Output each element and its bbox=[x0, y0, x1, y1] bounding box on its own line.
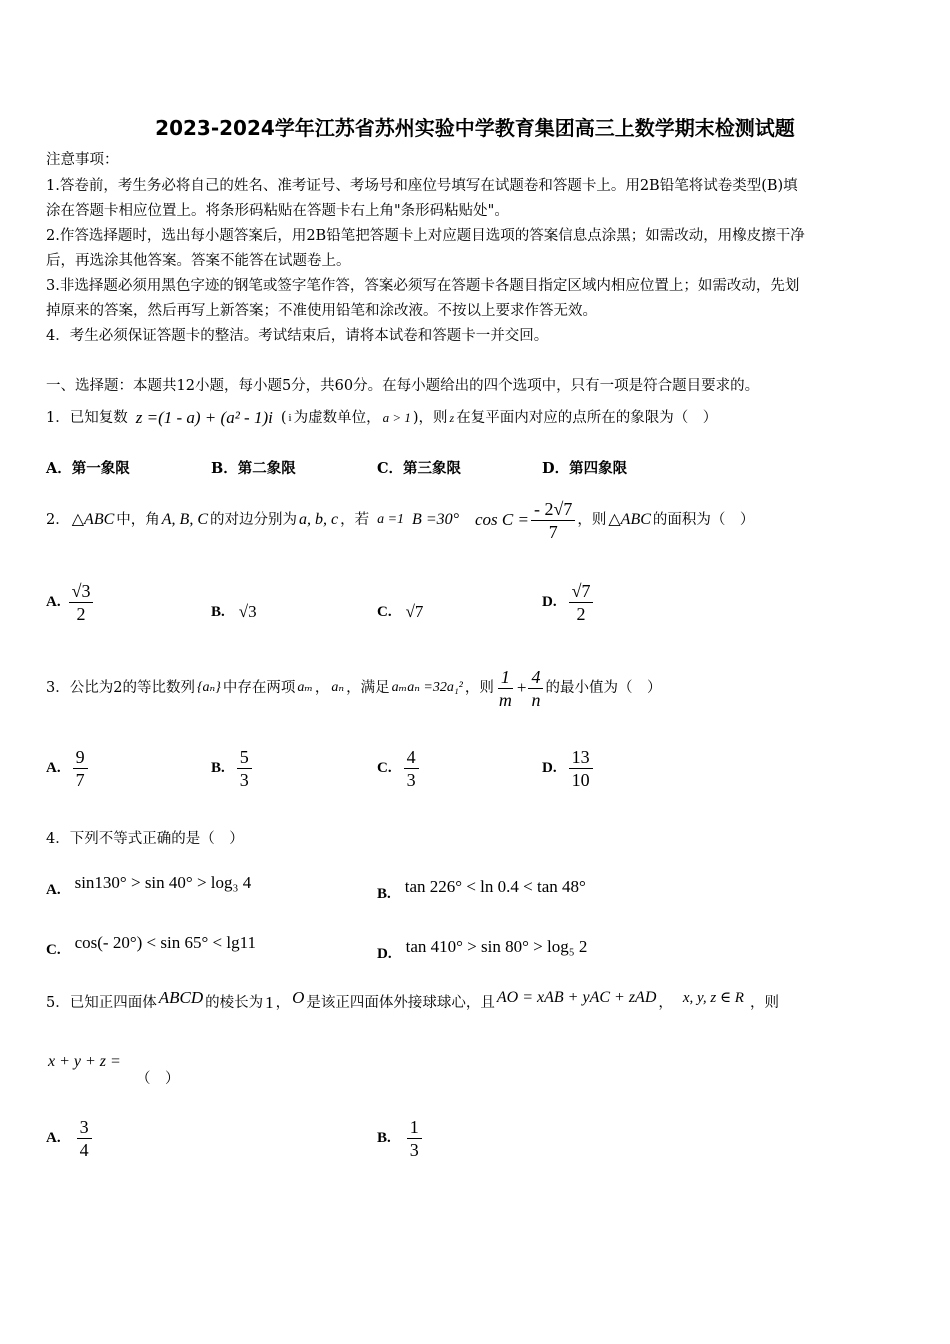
q2-option-b-value: √3 bbox=[238, 602, 257, 621]
q3-option-c-denominator: 3 bbox=[406, 770, 416, 790]
q3-plus: + bbox=[516, 678, 527, 697]
q5-edge-length: 1 bbox=[265, 993, 274, 1012]
q1-option-c[interactable]: C．第三象限 bbox=[377, 460, 462, 477]
q3-option-b-label: B. bbox=[211, 760, 225, 776]
q4-option-d-value: tan 410° > sin 80° > log₅ 2 bbox=[405, 936, 588, 956]
notice-line-3: 3.非选择题必须用黑色字迹的钢笔或签字笔作答，答案必须写在答题卡各题目指定区域内相应位置上；如需改动，先划 bbox=[46, 278, 800, 294]
question-5-stem bbox=[46, 986, 779, 1020]
q2-option-a-denominator: 2 bbox=[76, 604, 86, 624]
q5-option-b-numerator: 1 bbox=[407, 1116, 422, 1139]
q3-option-a-denominator: 7 bbox=[75, 770, 85, 790]
q2-option-b[interactable] bbox=[211, 602, 257, 622]
notice-line-4: 4．考生必须保证答题卡的整洁。考试结束后，请将本试卷和答题卡一并交回。 bbox=[46, 328, 549, 344]
q4-option-c[interactable] bbox=[46, 926, 256, 959]
q2-option-d-denominator: 2 bbox=[576, 604, 586, 624]
q5-option-a-numerator: 3 bbox=[77, 1116, 92, 1139]
page-title: 2023-2024学年江苏省苏州实验中学教育集团高三上数学期末检测试题 bbox=[155, 116, 795, 140]
notice-line-2b: 后，再选涂其他答案。答案不能答在试题卷上。 bbox=[46, 253, 351, 269]
q3-fraction-2-denominator: n bbox=[531, 689, 541, 710]
q3-option-b-denominator: 3 bbox=[239, 770, 249, 790]
q2-sides: a, b, c bbox=[298, 511, 339, 528]
q5-option-b-denominator: 3 bbox=[409, 1140, 419, 1160]
q2-option-a-numerator: √3 bbox=[69, 580, 94, 603]
q1-text-2: ( bbox=[280, 410, 287, 426]
q2-text-4: ，则 bbox=[577, 512, 607, 528]
q4-option-c-value: cos(- 20°) < sin 65° < lg11 bbox=[74, 932, 256, 952]
q3-fraction-1-denominator: m bbox=[498, 689, 512, 710]
q5-text-6: ，则 bbox=[749, 995, 779, 1011]
question-3-stem bbox=[46, 662, 661, 714]
q3-option-c-fraction bbox=[404, 746, 419, 791]
q3-sequence: {aₙ} bbox=[196, 680, 221, 695]
q1-text-5: 在复平面内对应的点所在的象限为（ ） bbox=[456, 410, 718, 426]
q3-option-a-numerator: 9 bbox=[73, 746, 88, 769]
q3-option-c-label: C. bbox=[377, 760, 392, 776]
question-1-stem bbox=[46, 408, 717, 428]
q1-formula: z =(1 - a) + (a² - 1)i bbox=[135, 408, 273, 427]
q2-cosc: cos C = bbox=[475, 510, 529, 529]
q2-option-b-label: B. bbox=[211, 603, 225, 620]
q4-option-a-value: sin130° > sin 40° > log₃ 4 bbox=[74, 872, 252, 892]
q3-option-b-numerator: 5 bbox=[237, 746, 252, 769]
q2-triangle-2: △ABC bbox=[608, 511, 651, 528]
q5-o: O bbox=[292, 988, 305, 1007]
q3-condition: aₘaₙ =32a₁² bbox=[391, 680, 463, 695]
q1-i: i bbox=[288, 412, 292, 424]
q2-option-a[interactable] bbox=[46, 580, 93, 625]
q3-comma: ， bbox=[314, 680, 330, 696]
q2-option-a-fraction bbox=[69, 580, 94, 625]
q4-option-b[interactable] bbox=[377, 870, 586, 903]
q2-cosc-numerator: - 2√7 bbox=[531, 498, 575, 521]
notice-heading: 注意事项： bbox=[46, 152, 119, 168]
q2-option-d-label: D. bbox=[542, 594, 557, 610]
q5-option-b-fraction bbox=[407, 1116, 422, 1161]
q2-text-1: 中，角 bbox=[116, 512, 160, 528]
question-4-stem: 4．下列不等式正确的是（ ） bbox=[46, 831, 244, 847]
q4-option-b-value: tan 226° < ln 0.4 < tan 48° bbox=[404, 876, 586, 896]
q2-cosc-fraction bbox=[531, 498, 575, 543]
q3-option-d-denominator: 10 bbox=[571, 770, 590, 790]
q1-text-1: 1．已知复数 bbox=[46, 410, 128, 426]
q2-option-c-label: C. bbox=[377, 603, 392, 620]
q5-option-a-denominator: 4 bbox=[79, 1140, 89, 1160]
q4-option-c-label: C. bbox=[46, 942, 61, 958]
q2-cosc-denominator: 7 bbox=[548, 521, 558, 542]
q3-option-d-numerator: 13 bbox=[569, 746, 593, 769]
q5-option-b[interactable] bbox=[377, 1116, 422, 1161]
q4-option-d-label: D. bbox=[377, 946, 392, 962]
q1-text-4: )，则 bbox=[412, 410, 448, 426]
q2-triangle: △ABC bbox=[71, 511, 115, 528]
q5-text-3: ， bbox=[275, 995, 291, 1011]
q4-option-a[interactable] bbox=[46, 866, 251, 899]
q3-option-b-fraction bbox=[237, 746, 252, 791]
q1-text-3: 为虚数单位， bbox=[293, 410, 381, 426]
q5-sum: x + y + z = bbox=[48, 1053, 121, 1070]
q2-option-d[interactable] bbox=[542, 580, 593, 625]
q2-a-value: a =1 bbox=[377, 512, 405, 527]
q2-option-a-label: A. bbox=[46, 594, 61, 610]
q3-option-d-fraction bbox=[569, 746, 593, 791]
q4-option-d[interactable] bbox=[377, 930, 587, 963]
q3-text-1: 3．公比为2的等比数列 bbox=[46, 680, 195, 696]
q3-text-4: ，则 bbox=[464, 680, 494, 696]
notice-line-1b: 涂在答题卡相应位置上。将条形码粘贴在答题卡右上角"条形码粘贴处"。 bbox=[46, 203, 509, 219]
q3-fraction-2-numerator: 4 bbox=[528, 666, 543, 689]
q3-an: aₙ bbox=[331, 680, 345, 695]
q3-option-c[interactable] bbox=[377, 746, 419, 791]
q4-option-a-label: A. bbox=[46, 882, 61, 898]
q2-text-5: 的面积为（ ） bbox=[652, 512, 755, 528]
q5-option-a[interactable] bbox=[46, 1116, 92, 1161]
q3-option-b[interactable] bbox=[211, 746, 252, 791]
q4-option-b-label: B. bbox=[377, 886, 391, 902]
q3-option-a-fraction bbox=[73, 746, 88, 791]
q5-xyz-real: x, y, z ∈ R bbox=[682, 990, 744, 1006]
q3-fraction-1 bbox=[496, 666, 515, 711]
notice-line-3b: 掉原来的答案，然后再写上新答案；不准使用铅笔和涂改液。不按以上要求作答无效。 bbox=[46, 303, 597, 319]
q3-option-d-label: D. bbox=[542, 760, 557, 776]
section-heading: 一、选择题：本题共12小题，每小题5分，共60分。在每小题给出的四个选项中，只有一项是符合题目要求的。 bbox=[46, 378, 760, 394]
q2-number: 2． bbox=[46, 512, 70, 528]
q3-option-a[interactable] bbox=[46, 746, 88, 791]
q1-z: z bbox=[449, 411, 455, 425]
q3-text-2: 中存在两项 bbox=[222, 680, 296, 696]
q1-option-a[interactable]: A．第一象限 bbox=[46, 460, 130, 477]
q1-option-b[interactable]: B．第二象限 bbox=[211, 460, 296, 477]
q5-text-2: 的棱长为 bbox=[205, 995, 264, 1011]
q2-option-d-fraction bbox=[569, 580, 594, 625]
q3-text-3: ，满足 bbox=[346, 680, 390, 696]
q5-option-b-label: B. bbox=[377, 1130, 391, 1146]
q5-vector-equation: AO = xAB + yAC + zAD bbox=[496, 989, 657, 1006]
question-2-stem bbox=[46, 496, 754, 544]
q2-option-c-value: √7 bbox=[405, 602, 424, 621]
q3-fraction-1-numerator: 1 bbox=[498, 666, 513, 689]
q1-condition: a > 1 bbox=[382, 410, 411, 425]
q3-fraction-2 bbox=[528, 666, 543, 711]
q3-option-a-label: A. bbox=[46, 760, 61, 776]
q5-option-a-label: A. bbox=[46, 1130, 61, 1146]
q3-text-5: 的最小值为（ ） bbox=[545, 680, 662, 696]
q3-option-c-numerator: 4 bbox=[404, 746, 419, 769]
q2-option-c[interactable] bbox=[377, 602, 423, 622]
q3-option-d[interactable] bbox=[542, 746, 593, 791]
q2-angles: A, B, C bbox=[161, 511, 208, 528]
q2-option-d-numerator: √7 bbox=[569, 580, 594, 603]
q2-text-2: 的对边分别为 bbox=[209, 512, 297, 528]
q5-answer-paren: （ ） bbox=[136, 1071, 180, 1087]
q5-abcd: ABCD bbox=[158, 988, 204, 1007]
q5-text-1: 5．已知正四面体 bbox=[46, 995, 157, 1011]
q5-text-4: 是该正四面体外接球球心，且 bbox=[306, 995, 495, 1011]
q5-text-5: ， bbox=[658, 995, 673, 1011]
notice-line-2: 2.作答选择题时，选出每小题答案后，用2B铅笔把答题卡上对应题目选项的答案信息点涂黑；如需改动，用橡皮擦干净 bbox=[46, 228, 805, 244]
notice-line-1: 1.答卷前，考生务必将自己的姓名、准考证号、考场号和座位号填写在试题卷和答题卡上。用2B铅笔将试卷类型(B)填 bbox=[46, 178, 798, 194]
q1-option-d[interactable]: D．第四象限 bbox=[542, 460, 628, 477]
q2-text-3: ，若 bbox=[340, 512, 370, 528]
q3-am: aₘ bbox=[297, 680, 313, 695]
q5-option-a-fraction bbox=[77, 1116, 92, 1161]
q2-b-angle: B =30° bbox=[412, 511, 460, 528]
